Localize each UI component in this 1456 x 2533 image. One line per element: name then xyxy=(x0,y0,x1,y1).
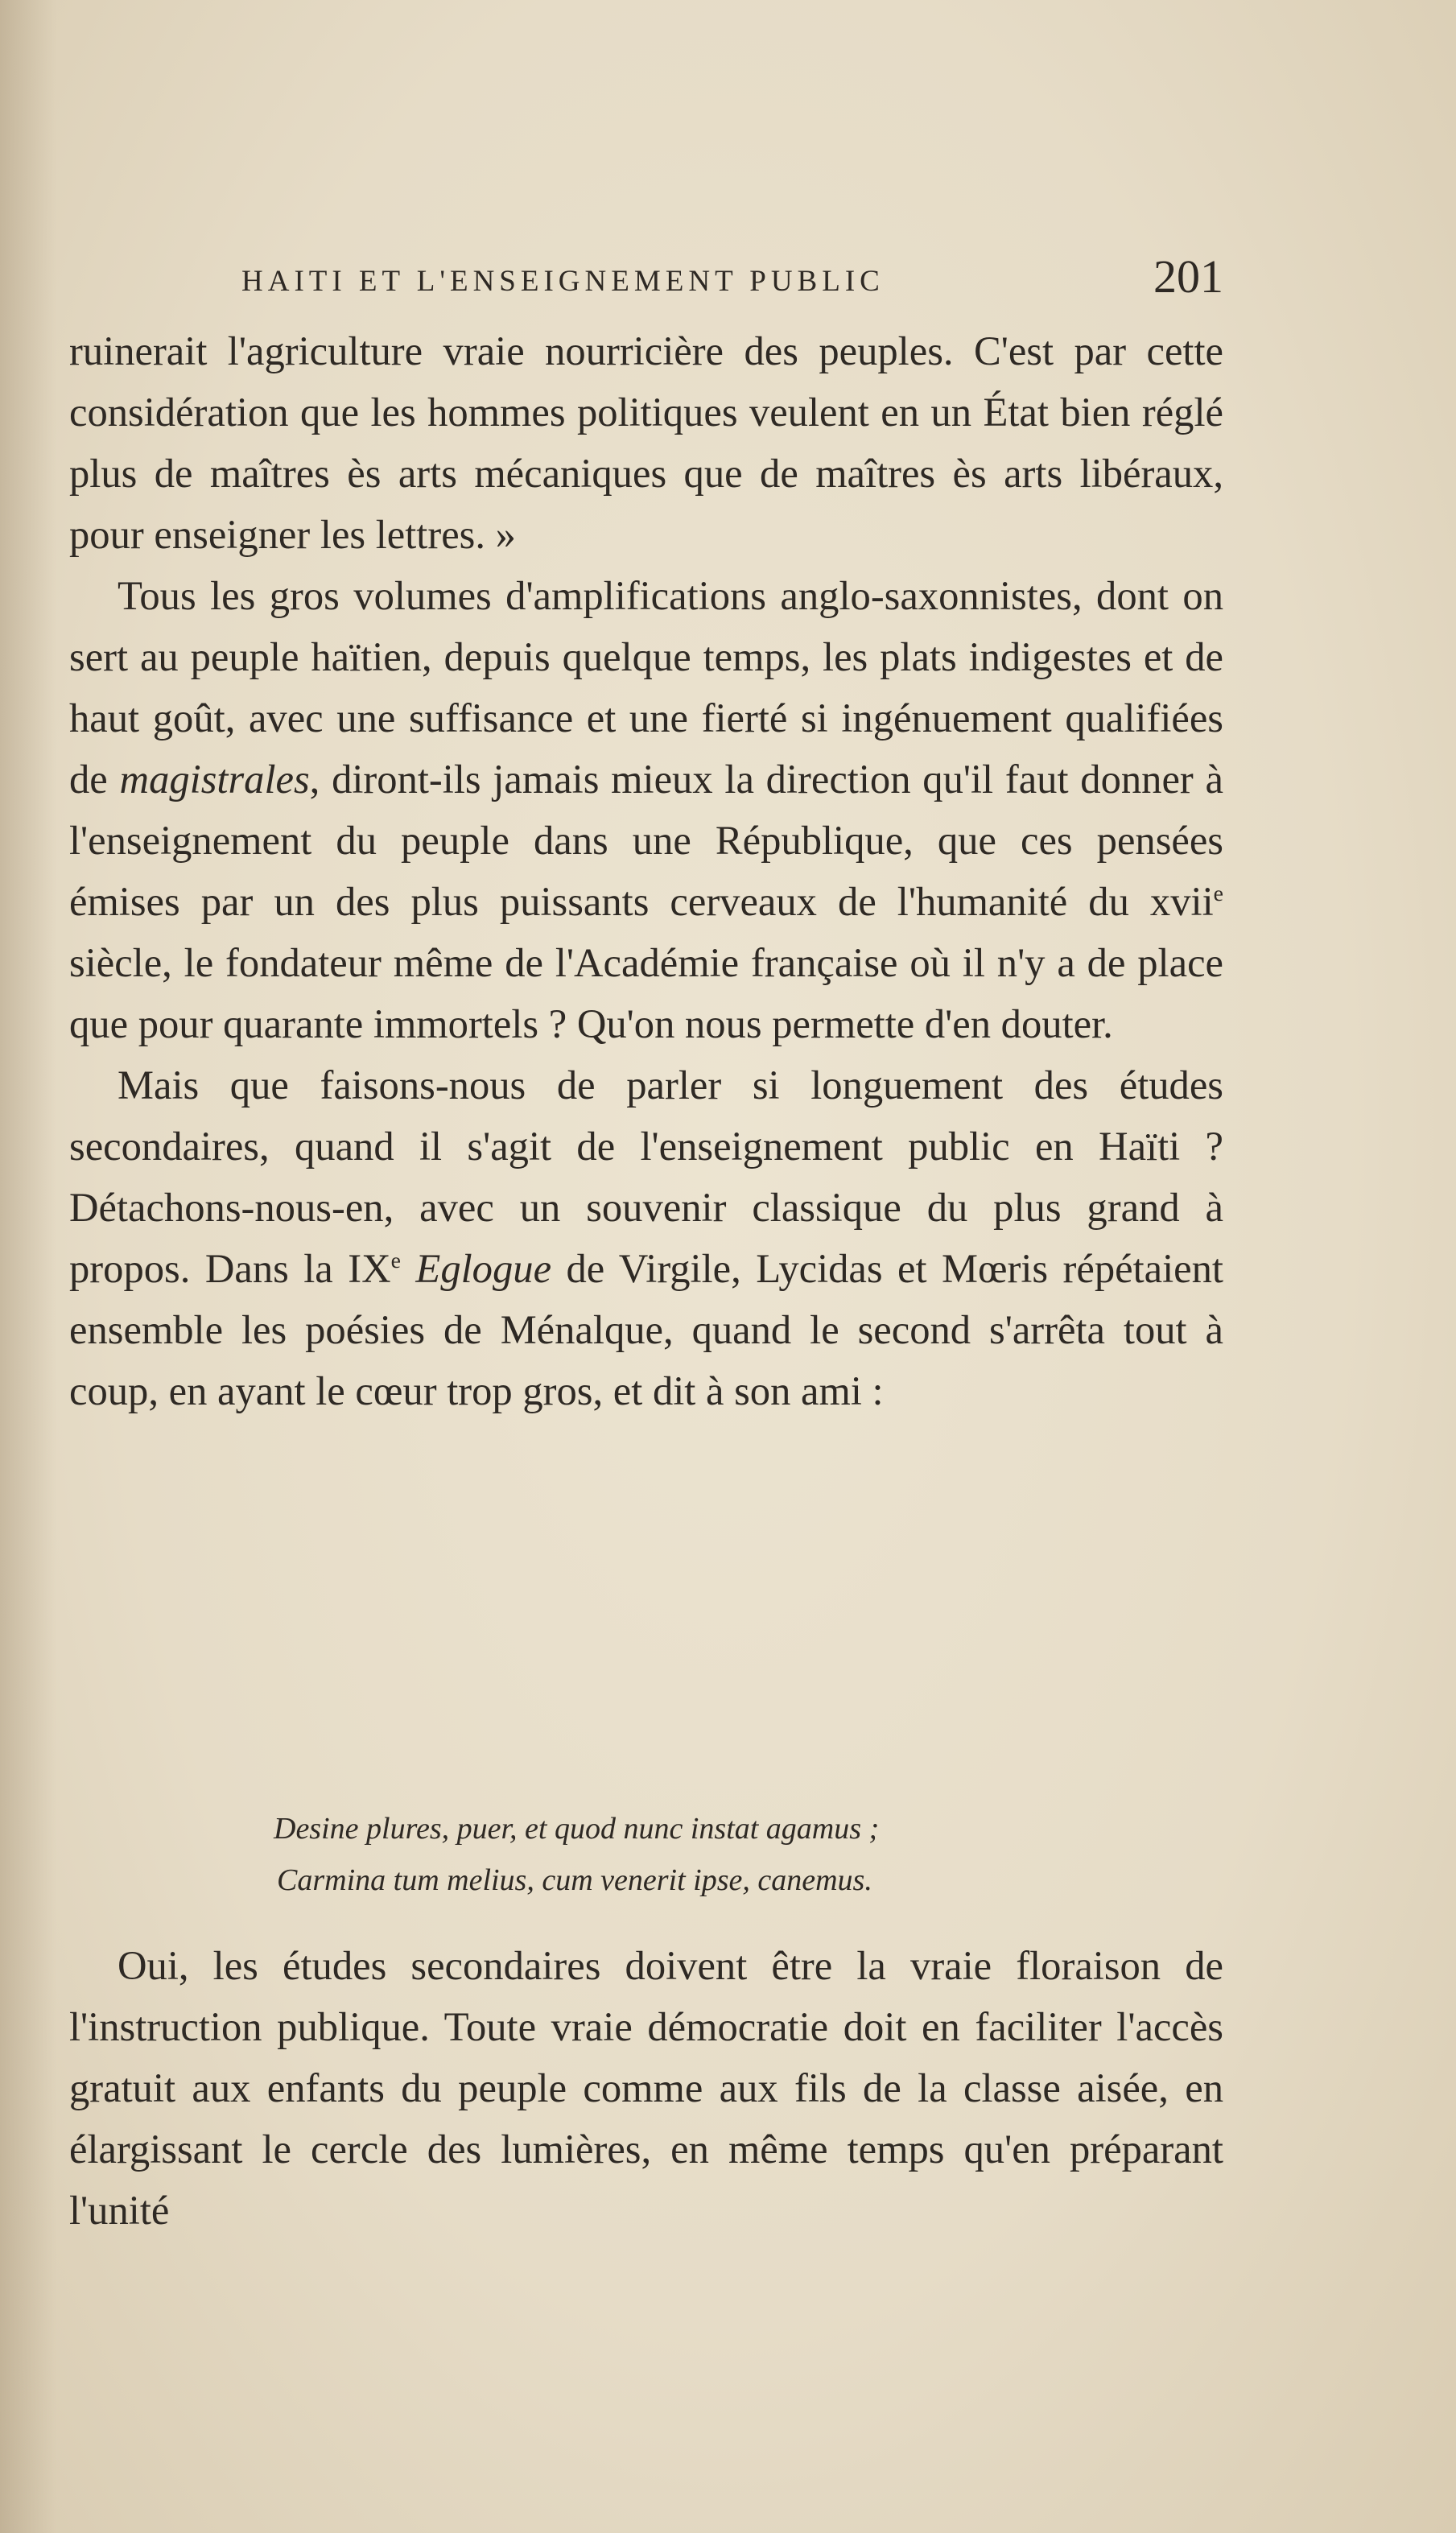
verse-line-2: Carmina tum melius, cum venerit ipse, canemus. xyxy=(277,1863,872,1897)
paragraph-3 xyxy=(69,1054,1223,1421)
paragraph-1: ruinerait l'agriculture vraie nourricière des peuples. C'est par cette considération que les hommes politiques veulent en un État bien réglé plus de maîtres ès arts mécaniques que de maîtres ès arts libéraux, pour enseigner les lettres. » xyxy=(69,328,1223,557)
paragraph-3-text-b: de Virgile, Lycidas et Mœris répétaient ensemble les poésies de Ménalque, quand le second s'arrêta tout à coup, en ayant le cœur trop gros, et dit à son ami : xyxy=(69,1246,1223,1413)
eclogue-numeral: IX xyxy=(348,1246,391,1291)
paragraph-4: Oui, les études secondaires doivent être la vraie floraison de l'instruction publique. Toute vraie démocratie doit en faciliter l'accès gratuit aux enfants du peuple comme aux fils de la classe aisée, en élargissant le cercle des lumières, en même temps qu'en préparant l'unité xyxy=(69,1943,1223,2233)
paragraph-2 xyxy=(69,565,1223,1054)
century-superscript: e xyxy=(1213,881,1223,907)
paragraph-2-text-c: siècle, le fondateur même de l'Académie française où il n'y a de place que pour quarante immortels ? Qu'on nous permette d'en douter. xyxy=(69,940,1223,1046)
paragraph-2-text-a: Tous les gros volumes d'amplifications anglo-saxonnistes, dont on sert au peuple haïtien, depuis quelque temps, les plats indigestes et de haut goût, avec une suffisance et une fierté si ingénuement qualifiées de xyxy=(69,573,1223,802)
paragraph-2-text-b: , diront-ils jamais mieux la direction qu'il faut donner à l'enseignement du peuple dans une République, que ces pensées émises par un des plus puissants cerveaux de l'humanité du xyxy=(69,757,1223,924)
main-text xyxy=(69,320,1223,1421)
page-edge-shadow xyxy=(0,0,56,2533)
century-numeral: xvii xyxy=(1149,879,1214,924)
paragraph-3-text-a: Mais que faisons-nous de parler si longuement des études secondaires, quand il s'agit de l'enseignement public en Haïti ? Détachons-nous-en, avec un souvenir classique du plus grand à propos. Dans la xyxy=(69,1062,1223,1291)
paragraph-2-italic: magistrales xyxy=(119,757,310,802)
latin-quotation xyxy=(274,1803,1079,1906)
verse-line-1: Desine plures, puer, et quod nunc instat agamus ; xyxy=(274,1812,880,1846)
running-head: HAITI ET L'ENSEIGNEMENT PUBLIC xyxy=(241,265,885,298)
page-number: 201 xyxy=(1153,250,1223,303)
eclogue-title: Eglogue xyxy=(415,1246,552,1291)
page-header xyxy=(241,250,1223,314)
main-text-continued xyxy=(69,1935,1223,2241)
eclogue-superscript: e xyxy=(390,1248,401,1274)
